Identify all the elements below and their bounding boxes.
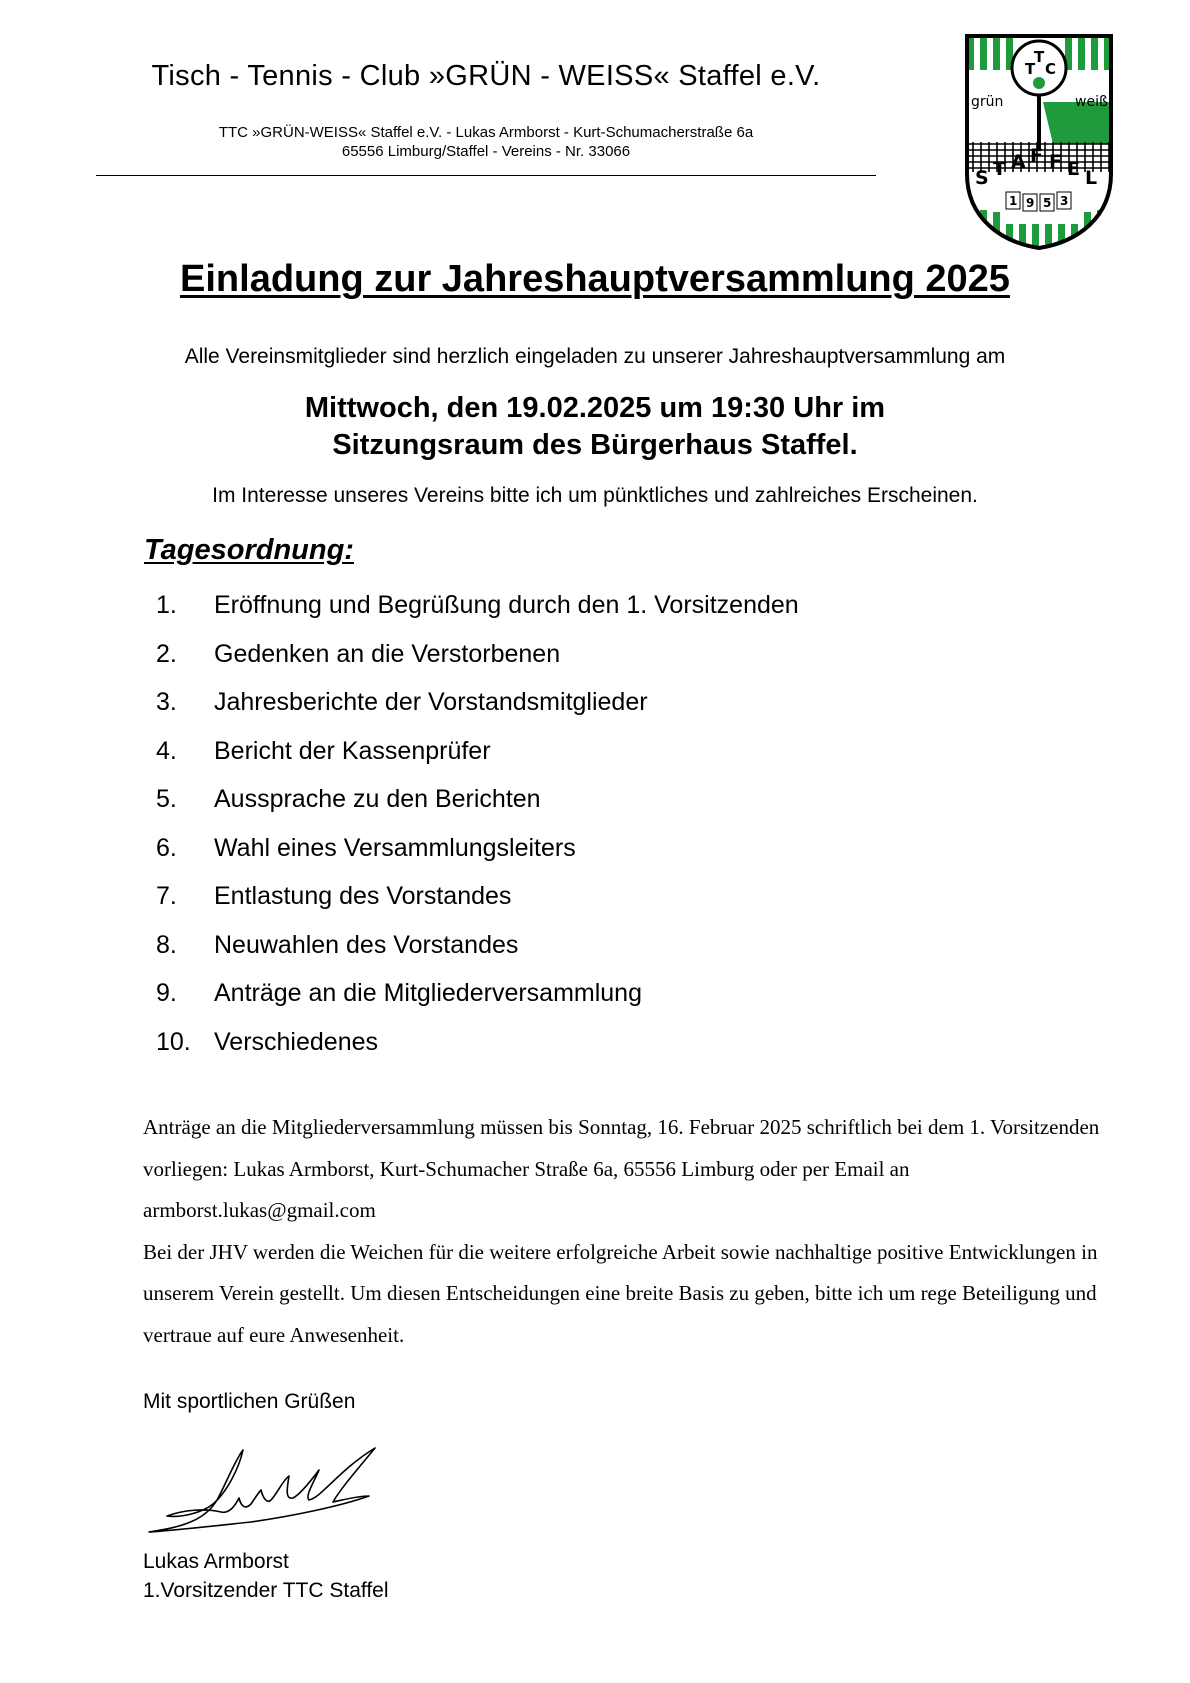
- agenda-item-number: 10.: [156, 1027, 191, 1056]
- agenda-item-text: Eröffnung und Begrüßung durch den 1. Vorsitzenden: [214, 591, 799, 619]
- agenda-heading: Tagesordnung:: [144, 534, 354, 566]
- agenda-item-text: Aussprache zu den Berichten: [214, 785, 541, 813]
- agenda-item-text: Neuwahlen des Vorstandes: [214, 930, 519, 959]
- participation-paragraph: Bei der JHV werden die Weichen für die weitere erfolgreiche Arbeit sowie nachhaltige positive Entwicklungen in unserem Verein gestellt. Um diesen Entscheidungen eine breite Basis zu geben, bitte ich um rege Beteiligung und vertraue auf eure Anwesenheit.: [143, 1239, 1098, 1347]
- crest-letter-f1: F: [1030, 145, 1043, 167]
- agenda-item-number: 9.: [156, 979, 177, 1007]
- agenda-item-number: 6.: [156, 833, 177, 862]
- address-line-2: 65556 Limburg/Staffel - Vereins - Nr. 33066: [341, 143, 631, 160]
- svg-text:3: 3: [1060, 194, 1069, 208]
- agenda-item-number: 2.: [156, 639, 177, 668]
- agenda-item-text: Wahl eines Versammlungsleiters: [214, 833, 576, 862]
- agenda-item: [156, 1027, 1056, 1076]
- agenda-item-number: 7.: [156, 882, 177, 910]
- signer-block: [143, 1547, 389, 1605]
- event-date-line: Mittwoch, den 19.02.2025 um 19:30 Uhr im: [304, 392, 886, 424]
- agenda-item-number: 8.: [156, 930, 177, 959]
- crest-letter-t3: T: [993, 158, 1006, 180]
- agenda-item-text: Verschiedenes: [214, 1027, 379, 1056]
- event-details: [0, 390, 1190, 464]
- crest-letter-e: E: [1067, 158, 1080, 180]
- agenda-item-number: 5.: [156, 785, 177, 813]
- agenda-item: [156, 930, 1056, 979]
- agenda-item: [156, 978, 1056, 1027]
- page-title: Einladung zur Jahreshauptversammlung 2025: [180, 258, 1010, 300]
- agenda-item-text: Gedenken an die Verstorbenen: [214, 639, 561, 668]
- crest-letter-t1: T: [1025, 60, 1036, 78]
- agenda-item: [156, 590, 1056, 639]
- svg-text:1: 1: [1009, 194, 1018, 208]
- agenda-item: [156, 687, 1056, 736]
- crest-letter-s: S: [975, 167, 989, 189]
- agenda-item-text: Jahresberichte der Vorstandsmitglieder: [214, 688, 648, 716]
- crest-letter-t2: T: [1034, 48, 1045, 66]
- club-title: Tisch - Tennis - Club »GRÜN - WEISS« Staffel e.V.: [151, 60, 821, 92]
- ttc-club-crest-icon: [963, 32, 1115, 250]
- agenda-list: [156, 590, 1056, 1075]
- attendance-request: Im Interesse unseres Vereins bitte ich um pünktliches und zahlreiches Erscheinen.: [212, 484, 978, 507]
- agenda-item: [156, 833, 1056, 882]
- motions-deadline-paragraph: Anträge an die Mitgliederversammlung müssen bis Sonntag, 16. Februar 2025 schriftlich bei dem 1. Vorsitzenden vorliegen: Lukas Armborst, Kurt-Schumacher Straße 6a, 65556 Limburg oder per Email an armborst.lukas@gmail.com: [143, 1115, 1100, 1222]
- agenda-item-text: Bericht der Kassenprüfer: [214, 736, 491, 765]
- crest-word-right: weiß: [1075, 94, 1108, 110]
- handwritten-signature-icon: [143, 1440, 393, 1540]
- address-line-1: TTC »GRÜN-WEISS« Staffel e.V. - Lukas Armborst - Kurt-Schumacherstraße 6a: [218, 124, 754, 141]
- agenda-item-number: 1.: [156, 591, 177, 619]
- crest-letter-f2: F: [1049, 151, 1062, 173]
- crest-letter-a: A: [1011, 151, 1026, 173]
- agenda-item-text: Entlastung des Vorstandes: [214, 882, 512, 910]
- header-divider: [96, 175, 876, 176]
- notes-section: [143, 1107, 1133, 1356]
- agenda-item-number: 3.: [156, 688, 177, 716]
- svg-text:5: 5: [1043, 196, 1052, 210]
- agenda-item: [156, 784, 1056, 833]
- intro-text: Alle Vereinsmitglieder sind herzlich eingeladen zu unserer Jahreshauptversammlung am: [184, 345, 1006, 368]
- svg-text:9: 9: [1026, 196, 1035, 210]
- agenda-item-number: 4.: [156, 736, 177, 765]
- crest-letter-l: L: [1085, 167, 1098, 189]
- agenda-item: [156, 736, 1056, 785]
- agenda-item: [156, 881, 1056, 930]
- closing-greeting: Mit sportlichen Grüßen: [143, 1390, 356, 1413]
- crest-letter-c: C: [1045, 60, 1057, 78]
- event-location-line: Sitzungsraum des Bürgerhaus Staffel.: [332, 429, 858, 461]
- club-address: [96, 123, 876, 161]
- crest-word-left: grün: [971, 94, 1004, 110]
- agenda-item-text: Anträge an die Mitgliederversammlung: [214, 979, 642, 1007]
- agenda-item: [156, 639, 1056, 688]
- signer-name: Lukas Armborst: [143, 1550, 289, 1573]
- signer-role: 1.Vorsitzender TTC Staffel: [143, 1579, 389, 1602]
